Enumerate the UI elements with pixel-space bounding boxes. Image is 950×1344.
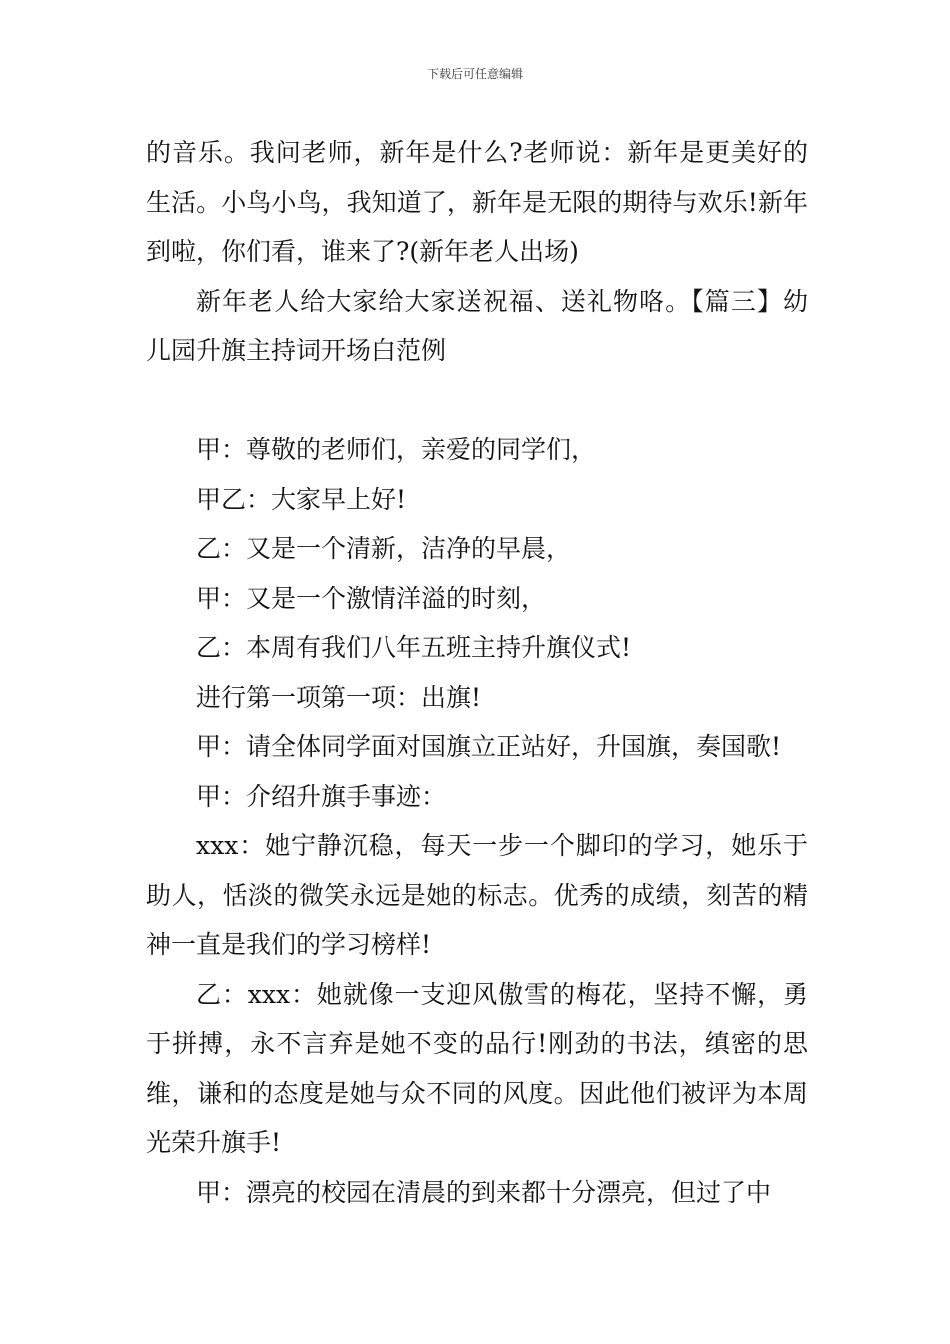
paragraph-section-heading: 新年老人给大家给大家送祝福、送礼物咯。【篇三】幼儿园升旗主持词开场白范例 bbox=[146, 286, 808, 365]
paragraph-dialogue-line: 乙：又是一个清新，洁净的早晨， bbox=[196, 534, 572, 563]
paragraph-dialogue-line: 甲：介绍升旗手事迹： bbox=[196, 781, 447, 811]
paragraph-flag-bearer-2: 乙：xxx：她就像一支迎风傲雪的梅花，坚持不懈，勇于拼搏，永不言弃是她不变的品行!刚劲的书法，缜密的思维，谦和的态度是她与众不同的风度。因此他们被评为本周光荣升旗手! bbox=[146, 979, 808, 1157]
paragraph-continuation: 的音乐。我问老师，新年是什么?老师说：新年是更美好的生活。小鸟小鸟，我知道了，新年是无限的期待与欢乐!新年到啦，你们看，谁来了?(新年老人出场) bbox=[146, 138, 808, 266]
paragraph-closing-line: 甲：漂亮的校园在清晨的到来都十分漂亮，但过了中 bbox=[196, 1177, 772, 1207]
paragraph-dialogue-line: 甲：又是一个激情洋溢的时刻， bbox=[196, 583, 547, 613]
paragraph-flag-bearer-1: xxx：她宁静沉稳，每天一步一个脚印的学习，她乐于助人，恬淡的微笑永远是她的标志。优秀的成绩，刻苦的精神一直是我们的学习榜样! bbox=[146, 831, 808, 959]
blank-line bbox=[146, 376, 808, 426]
page-header-note: 下载后可任意编辑 bbox=[426, 67, 523, 81]
paragraph-dialogue-line: 甲：尊敬的老师们，亲爱的同学们， bbox=[196, 435, 597, 464]
paragraph-dialogue-line: 甲：请全体同学面对国旗立正站好，升国旗，奏国歌! bbox=[196, 732, 782, 761]
paragraph-dialogue-line: 进行第一项第一项：出旗! bbox=[196, 682, 482, 712]
paragraph-dialogue-line: 乙：本周有我们八年五班主持升旗仪式! bbox=[196, 633, 632, 662]
paragraph-dialogue-line: 甲乙：大家早上好! bbox=[196, 484, 407, 514]
document-body bbox=[146, 128, 808, 1217]
